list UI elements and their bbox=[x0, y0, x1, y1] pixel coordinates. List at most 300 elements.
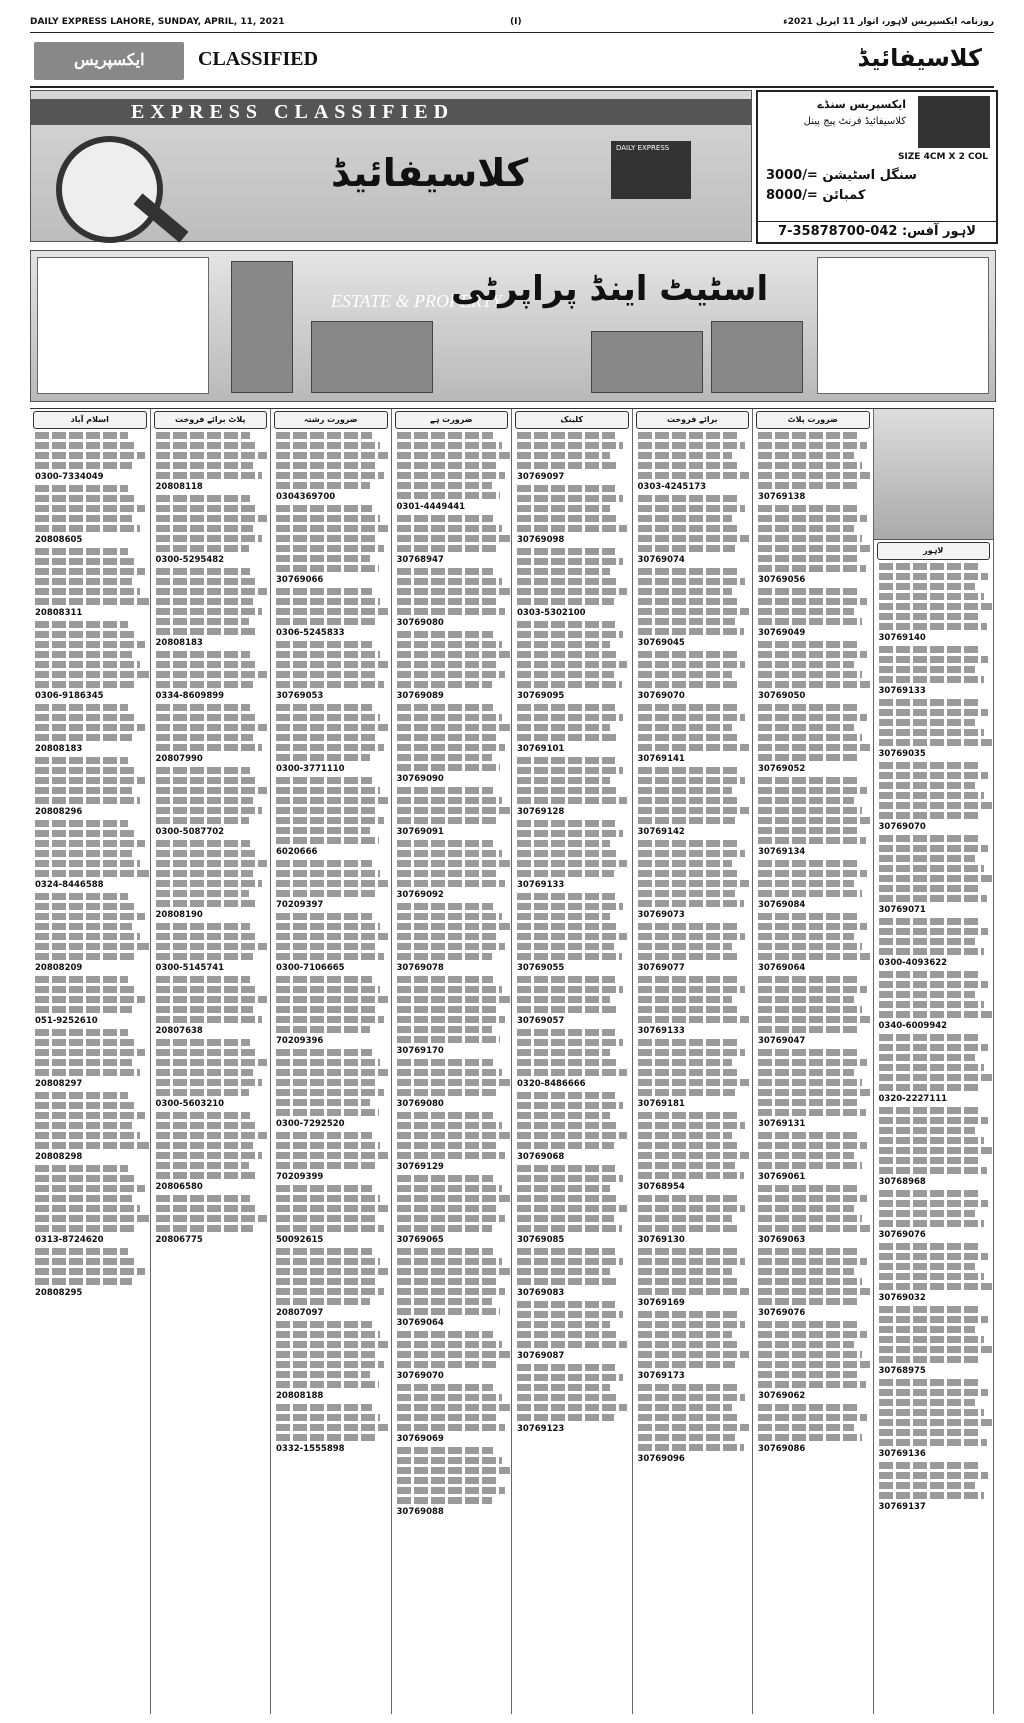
ad-phone: 20806775 bbox=[155, 1235, 203, 1245]
ad-text-line bbox=[35, 996, 145, 1003]
classified-column bbox=[30, 409, 151, 1714]
ad-text-line bbox=[276, 880, 388, 887]
ad-text-line bbox=[156, 976, 250, 983]
ad-phone: 0300-5295482 bbox=[155, 555, 225, 565]
ad-text-line bbox=[638, 953, 741, 960]
ad-text-line bbox=[758, 1109, 866, 1116]
ad-text-line bbox=[35, 505, 145, 512]
ad-phone: 6020666 bbox=[276, 847, 318, 857]
ad-text-line bbox=[276, 1152, 388, 1159]
ad-text-line bbox=[156, 817, 249, 824]
ad-phone: 0332-1555898 bbox=[276, 1444, 345, 1454]
ad-text-line bbox=[156, 1162, 249, 1169]
ad-text-line bbox=[517, 976, 615, 983]
ad-phone: 20806580 bbox=[155, 1182, 203, 1192]
ad-text-line bbox=[35, 903, 137, 910]
ad-text-line bbox=[156, 1205, 259, 1212]
ad-text-line bbox=[397, 986, 502, 993]
banner-strip bbox=[31, 99, 751, 125]
ad-phone: 30769092 bbox=[396, 890, 444, 900]
ad-phone: 30769076 bbox=[878, 1230, 926, 1240]
ad-text-line bbox=[517, 1321, 610, 1328]
ad-text-line bbox=[276, 777, 372, 784]
ad-text-line bbox=[879, 1326, 976, 1333]
ad-text-line bbox=[35, 452, 145, 459]
ad-text-line bbox=[638, 535, 749, 542]
ad-text-line bbox=[276, 1288, 384, 1295]
ad-text-line bbox=[276, 535, 375, 542]
ad-text-line bbox=[879, 1419, 993, 1426]
ad-text-line bbox=[276, 1079, 375, 1086]
ad-text-line bbox=[276, 432, 372, 439]
ad-text-line bbox=[638, 1059, 732, 1066]
ad-text-line bbox=[35, 641, 145, 648]
ad-text-line bbox=[35, 661, 140, 668]
ad-text-line bbox=[276, 641, 372, 648]
ad-text-line bbox=[35, 568, 145, 575]
ad-text-line bbox=[276, 1278, 375, 1285]
classified-column bbox=[271, 409, 392, 1714]
ad-text-line bbox=[397, 840, 494, 847]
ad-text-line bbox=[638, 1195, 737, 1202]
ad-text-line bbox=[879, 1316, 989, 1323]
ad-text-line bbox=[638, 681, 741, 688]
ad-text-line bbox=[758, 515, 867, 522]
ad-text-line bbox=[879, 646, 981, 653]
ad-phone: 30769085 bbox=[517, 1235, 565, 1245]
ad-text-line bbox=[517, 704, 615, 711]
ad-text-line bbox=[517, 651, 619, 658]
ad-text-line bbox=[397, 1132, 511, 1139]
ad-text-line bbox=[397, 1414, 497, 1421]
ad-text-line bbox=[35, 671, 149, 678]
ad-text-line bbox=[276, 1371, 370, 1378]
ad-text-line bbox=[517, 767, 623, 774]
ad-text-line bbox=[638, 976, 737, 983]
ad-text-line bbox=[397, 492, 501, 499]
ad-text-line bbox=[758, 1059, 867, 1066]
ad-text-line bbox=[638, 588, 732, 595]
ad-text-line bbox=[156, 1006, 254, 1013]
ad-text-line bbox=[638, 714, 746, 721]
ad-text-line bbox=[879, 1190, 981, 1197]
ad-text-line bbox=[638, 1444, 744, 1451]
ad-text-line bbox=[517, 1258, 623, 1265]
ad-text-line bbox=[397, 1404, 511, 1411]
ad-text-line bbox=[758, 1371, 857, 1378]
ad-text-line bbox=[638, 744, 749, 751]
minar-illustration bbox=[874, 409, 994, 540]
ad-text-line bbox=[879, 1200, 989, 1207]
ad-text-line bbox=[35, 953, 135, 960]
ad-phone: 30769071 bbox=[878, 905, 926, 915]
ad-phone: 20808183 bbox=[35, 744, 83, 754]
ad-text-line bbox=[517, 1185, 610, 1192]
ad-text-line bbox=[156, 933, 259, 940]
ad-text-line bbox=[758, 807, 862, 814]
ad-text-line bbox=[517, 1331, 619, 1338]
ad-phone: 30769064 bbox=[758, 963, 806, 973]
ad-text-line bbox=[35, 724, 145, 731]
classified-column bbox=[151, 409, 272, 1714]
ad-phone: 30769068 bbox=[517, 1152, 565, 1162]
ad-text-line bbox=[758, 1351, 862, 1358]
ad-phone: 30769131 bbox=[758, 1119, 806, 1129]
ad-text-line bbox=[638, 986, 746, 993]
ad-text-line bbox=[879, 918, 981, 925]
ad-text-line bbox=[276, 1381, 379, 1388]
ad-text-line bbox=[35, 1069, 140, 1076]
ad-text-line bbox=[397, 1268, 511, 1275]
ad-text-line bbox=[758, 1331, 867, 1338]
ad-text-line bbox=[35, 1112, 145, 1119]
ad-text-line bbox=[276, 1361, 384, 1368]
ad-text-line bbox=[758, 1341, 854, 1348]
ad-text-line bbox=[517, 525, 627, 532]
ad-text-line bbox=[35, 767, 137, 774]
ad-text-line bbox=[758, 1026, 857, 1033]
ad-text-line bbox=[879, 1107, 981, 1114]
ad-text-line bbox=[758, 432, 858, 439]
ad-phone: 0300-7334049 bbox=[35, 472, 104, 482]
ad-phone: 0300-5145741 bbox=[155, 963, 225, 973]
ad-phone: 30768975 bbox=[878, 1366, 926, 1376]
ad-phone: 30769141 bbox=[637, 754, 685, 764]
ad-text-line bbox=[156, 1016, 262, 1023]
ad-text-line bbox=[638, 890, 736, 897]
ad-phone: 30769101 bbox=[517, 744, 565, 754]
ad-text-line bbox=[35, 495, 137, 502]
ad-text-line bbox=[276, 1215, 375, 1222]
ad-text-line bbox=[397, 1258, 502, 1265]
column-header: ضرورت ہے bbox=[395, 411, 509, 429]
ad-text-line bbox=[517, 1364, 615, 1371]
ad-text-line bbox=[276, 1341, 388, 1348]
ad-text-line bbox=[156, 797, 254, 804]
building-illustration bbox=[231, 261, 293, 393]
ad-text-line bbox=[397, 1351, 511, 1358]
ad-text-line bbox=[397, 651, 511, 658]
ad-text-line bbox=[397, 1497, 493, 1504]
ad-text-line bbox=[35, 714, 137, 721]
ad-text-line bbox=[517, 953, 622, 960]
ad-text-line bbox=[638, 472, 749, 479]
ad-text-line bbox=[517, 578, 619, 585]
ad-phone: 30769096 bbox=[637, 1454, 685, 1464]
ad-text-line bbox=[397, 661, 497, 668]
ad-text-line bbox=[879, 845, 989, 852]
ad-text-line bbox=[517, 1092, 615, 1099]
ad-text-line bbox=[517, 558, 623, 565]
ad-text-line bbox=[879, 709, 989, 716]
ad-text-line bbox=[276, 1059, 380, 1066]
ad-text-line bbox=[35, 1122, 132, 1129]
ad-phone: 0300-5087702 bbox=[155, 827, 225, 837]
ad-text-line bbox=[758, 890, 862, 897]
ad-text-line bbox=[758, 505, 858, 512]
ad-text-line bbox=[638, 1152, 749, 1159]
ad-text-line bbox=[35, 830, 137, 837]
ad-text-line bbox=[397, 943, 506, 950]
ad-text-line bbox=[276, 442, 380, 449]
ad-text-line bbox=[156, 598, 254, 605]
ad-text-line bbox=[758, 565, 866, 572]
ad-text-line bbox=[758, 1215, 862, 1222]
ad-text-line bbox=[879, 1273, 984, 1280]
ad-text-line bbox=[397, 681, 493, 688]
ad-text-line bbox=[35, 923, 132, 930]
classified-column bbox=[512, 409, 633, 1714]
ad-text-line bbox=[397, 1308, 501, 1315]
ad-text-line bbox=[397, 953, 493, 960]
ad-text-line bbox=[879, 991, 976, 998]
house-illustration bbox=[311, 321, 433, 393]
ad-text-line bbox=[758, 472, 870, 479]
ad-text-line bbox=[758, 870, 867, 877]
ad-text-line bbox=[758, 1288, 870, 1295]
ad-text-line bbox=[638, 996, 732, 1003]
ad-text-line bbox=[276, 1298, 370, 1305]
ad-text-line bbox=[276, 1049, 372, 1056]
ad-text-line bbox=[276, 1142, 380, 1149]
ad-text-line bbox=[397, 1069, 502, 1076]
ad-phone: 0300-4093622 bbox=[878, 958, 948, 968]
ad-text-line bbox=[397, 923, 511, 930]
ad-text-line bbox=[638, 1434, 736, 1441]
ad-phone: 30769089 bbox=[396, 691, 444, 701]
ad-text-line bbox=[276, 923, 380, 930]
ad-text-line bbox=[879, 782, 976, 789]
ad-text-line bbox=[276, 462, 375, 469]
ad-text-line bbox=[35, 1006, 132, 1013]
adbox-phone: لاہور آفس: 042-35878700-7 bbox=[758, 221, 996, 242]
ad-text-line bbox=[638, 1142, 741, 1149]
ad-text-line bbox=[879, 792, 984, 799]
ad-text-line bbox=[758, 1258, 867, 1265]
ad-text-line bbox=[35, 1268, 145, 1275]
ad-text-line bbox=[156, 767, 250, 774]
ad-text-line bbox=[276, 1006, 375, 1013]
ad-text-line bbox=[397, 1361, 497, 1368]
ad-text-line bbox=[276, 807, 375, 814]
ad-text-line bbox=[879, 1044, 989, 1051]
adbox-line1: ایکسپریس سنڈے bbox=[817, 98, 906, 111]
ad-text-line bbox=[517, 631, 623, 638]
ad-text-line bbox=[397, 860, 511, 867]
ad-text-line bbox=[758, 817, 870, 824]
ad-text-line bbox=[156, 661, 259, 668]
ad-text-line bbox=[276, 681, 384, 688]
ad-text-line bbox=[638, 860, 732, 867]
ad-text-line bbox=[638, 1414, 741, 1421]
ad-text-line bbox=[397, 933, 497, 940]
ad-text-line bbox=[35, 1175, 137, 1182]
express-classified-banner bbox=[30, 90, 752, 242]
ad-text-line bbox=[879, 928, 989, 935]
ad-text-line bbox=[517, 661, 627, 668]
ad-text-line bbox=[397, 631, 494, 638]
ad-text-line bbox=[758, 827, 857, 834]
ad-text-line bbox=[35, 1185, 145, 1192]
ad-text-line bbox=[397, 462, 497, 469]
ad-text-line bbox=[879, 1137, 984, 1144]
ad-text-line bbox=[517, 777, 610, 784]
ad-text-line bbox=[879, 948, 984, 955]
ad-text-line bbox=[638, 495, 737, 502]
ad-text-line bbox=[397, 1142, 497, 1149]
ad-text-line bbox=[35, 1225, 135, 1232]
ad-text-line bbox=[638, 1039, 737, 1046]
ad-phone: 30769045 bbox=[637, 638, 685, 648]
ad-phone: 30769065 bbox=[396, 1235, 444, 1245]
ad-text-line bbox=[758, 651, 867, 658]
ad-text-line bbox=[156, 651, 250, 658]
ad-phone: 30769078 bbox=[396, 963, 444, 973]
ad-text-line bbox=[758, 1089, 870, 1096]
ad-text-line bbox=[156, 681, 254, 688]
ad-text-line bbox=[758, 1404, 858, 1411]
ad-text-line bbox=[879, 1054, 976, 1061]
ad-text-line bbox=[517, 913, 610, 920]
banner-logo-text: DAILY EXPRESS bbox=[616, 144, 670, 152]
ad-text-line bbox=[156, 1225, 254, 1232]
ad-text-line bbox=[276, 1414, 380, 1421]
ad-phone: 0300-7106665 bbox=[276, 963, 345, 973]
ad-text-line bbox=[397, 1122, 502, 1129]
ad-text-line bbox=[397, 1278, 497, 1285]
ad-text-line bbox=[276, 1132, 372, 1139]
ad-text-line bbox=[879, 1084, 979, 1091]
ad-text-line bbox=[879, 1034, 981, 1041]
ad-text-line bbox=[879, 1472, 989, 1479]
ad-text-line bbox=[397, 704, 494, 711]
ad-text-line bbox=[156, 525, 254, 532]
ad-text-line bbox=[276, 1248, 372, 1255]
ad-text-line bbox=[397, 525, 502, 532]
ad-text-line bbox=[517, 432, 615, 439]
ad-text-line bbox=[638, 462, 741, 469]
ad-text-line bbox=[758, 598, 867, 605]
ad-text-line bbox=[517, 933, 627, 940]
ad-phone: 20808311 bbox=[35, 608, 83, 618]
ad-text-line bbox=[35, 1092, 128, 1099]
ad-text-line bbox=[758, 661, 854, 668]
ad-text-line bbox=[638, 1016, 749, 1023]
ad-phone: 20808118 bbox=[155, 482, 203, 492]
ad-phone: 30769095 bbox=[517, 691, 565, 701]
ad-text-line bbox=[517, 1404, 627, 1411]
ad-text-line bbox=[517, 757, 615, 764]
classified-title-en: CLASSIFIED bbox=[198, 48, 319, 70]
ad-text-line bbox=[397, 754, 493, 761]
ad-text-line bbox=[397, 1215, 506, 1222]
ad-text-line bbox=[35, 485, 128, 492]
ad-text-line bbox=[517, 1175, 623, 1182]
ad-text-line bbox=[879, 1439, 988, 1446]
ad-text-line bbox=[879, 1147, 993, 1154]
column-header: ضرورت پلاٹ bbox=[756, 411, 870, 429]
ad-text-line bbox=[156, 442, 259, 449]
ad-text-line bbox=[638, 787, 732, 794]
ad-text-line bbox=[276, 704, 372, 711]
ad-text-line bbox=[276, 452, 388, 459]
ad-text-line bbox=[276, 1109, 379, 1116]
ad-text-line bbox=[879, 835, 981, 842]
ad-text-line bbox=[758, 953, 870, 960]
ad-text-line bbox=[879, 1482, 976, 1489]
ad-text-line bbox=[156, 860, 267, 867]
ad-phone: 30769080 bbox=[396, 618, 444, 628]
ad-text-line bbox=[276, 913, 372, 920]
ad-text-line bbox=[758, 943, 862, 950]
ad-text-line bbox=[156, 618, 249, 625]
ad-text-line bbox=[156, 608, 262, 615]
ad-text-line bbox=[517, 495, 623, 502]
ad-text-line bbox=[758, 714, 867, 721]
ad-text-line bbox=[156, 1089, 249, 1096]
ad-text-line bbox=[517, 1102, 623, 1109]
ad-text-line bbox=[397, 1006, 497, 1013]
ad-text-line bbox=[517, 714, 623, 721]
ad-text-line bbox=[35, 870, 149, 877]
ad-phone: 0306-5245833 bbox=[276, 628, 345, 638]
ad-text-line bbox=[156, 1152, 262, 1159]
ad-text-line bbox=[35, 933, 140, 940]
ad-phone: 30769083 bbox=[517, 1288, 565, 1298]
classified-columns bbox=[30, 408, 994, 1714]
ad-text-line bbox=[35, 621, 128, 628]
ad-text-line bbox=[276, 1351, 375, 1358]
ad-text-line bbox=[758, 1099, 857, 1106]
ad-text-line bbox=[758, 1162, 862, 1169]
ad-phone: 0303-5302100 bbox=[517, 608, 586, 618]
adbox-logo bbox=[918, 96, 990, 148]
ad-text-line bbox=[758, 618, 862, 625]
ad-phone: 70209397 bbox=[276, 900, 324, 910]
dateline-left: DAILY EXPRESS LAHORE, SUNDAY, APRIL, 11, 2021 bbox=[30, 17, 285, 27]
ad-text-line bbox=[758, 837, 866, 844]
ad-phone: 30769053 bbox=[276, 691, 324, 701]
ad-text-line bbox=[638, 1258, 746, 1265]
ad-text-line bbox=[758, 452, 854, 459]
ad-text-line bbox=[397, 1079, 511, 1086]
ad-text-line bbox=[517, 671, 614, 678]
ad-text-line bbox=[397, 724, 511, 731]
ad-text-line bbox=[276, 545, 384, 552]
ad-text-line bbox=[35, 797, 140, 804]
ad-text-line bbox=[35, 860, 140, 867]
ad-text-line bbox=[879, 656, 989, 663]
ad-text-line bbox=[156, 1132, 267, 1139]
ad-phone: 20808190 bbox=[155, 910, 203, 920]
ad-text-line bbox=[276, 837, 379, 844]
ad-text-line bbox=[758, 1225, 870, 1232]
ad-text-line bbox=[276, 1331, 380, 1338]
ad-text-line bbox=[35, 734, 132, 741]
ad-text-line bbox=[397, 1384, 494, 1391]
ad-text-line bbox=[35, 1248, 128, 1255]
ad-text-line bbox=[397, 1152, 506, 1159]
ad-text-line bbox=[35, 704, 128, 711]
ad-text-line bbox=[397, 976, 494, 983]
ad-phone: 20808298 bbox=[35, 1152, 83, 1162]
ad-text-line bbox=[517, 1165, 615, 1172]
ad-text-line bbox=[156, 953, 254, 960]
ad-text-line bbox=[517, 1059, 619, 1066]
ad-text-line bbox=[35, 681, 135, 688]
ad-text-line bbox=[156, 472, 262, 479]
ad-phone: 051-9252610 bbox=[35, 1016, 98, 1026]
